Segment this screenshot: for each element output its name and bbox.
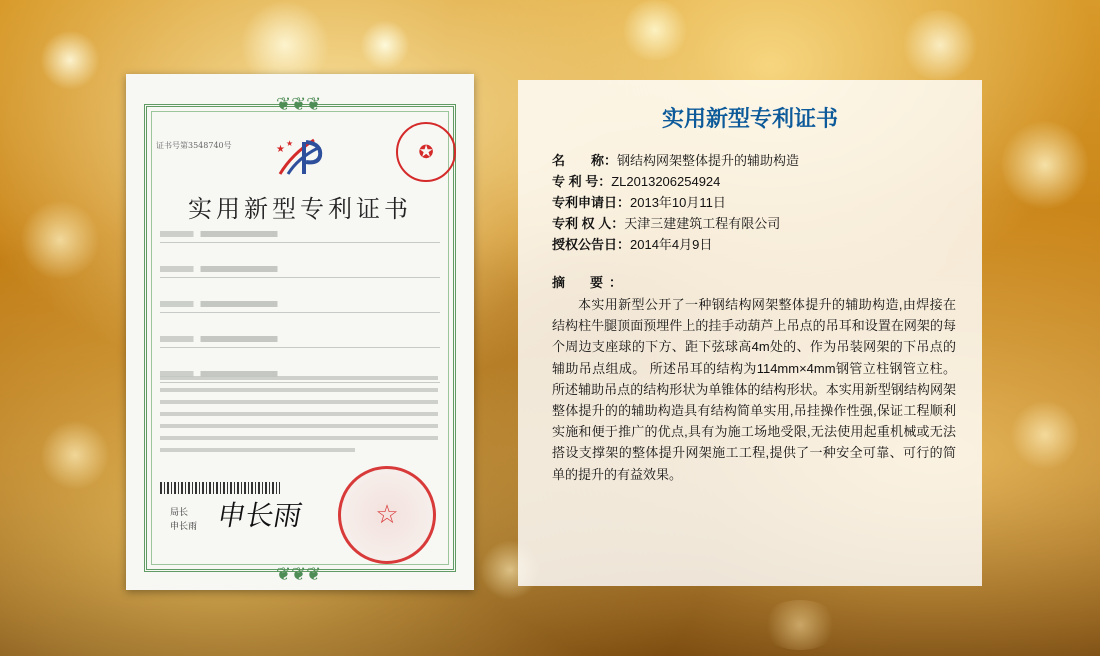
panel-title: 实用新型专利证书 bbox=[661, 106, 838, 131]
patent-office-logo-icon bbox=[274, 134, 330, 178]
info-panel bbox=[518, 80, 982, 586]
border-ornament-top-icon: ❦❦❦ bbox=[276, 94, 322, 115]
red-seal-top-icon: ✪ bbox=[396, 122, 456, 182]
certificate-title: 实用新型专利证书 bbox=[188, 195, 412, 223]
certificate-image bbox=[126, 74, 474, 590]
svg-text:★: ★ bbox=[276, 144, 285, 155]
field-name: 名 称：钢结构网架整体提升的辅助构造 bbox=[552, 153, 800, 168]
summary-text: 本实用新型公开了一种钢结构网架整体提升的辅助构造,由焊接在结构柱牛腿顶面预埋件上的挂手动葫芦上吊点的吊耳和设置在网架的每个周边支座球的下方、距下弦球高4m处的、作为吊装网架的下吊点的辅助吊点组成。 所述吊耳的结构为114mm×4mm钢管立柱钢管立柱。所述辅助吊点的结构形状为单锥体的结构形状。本实用新型钢结构网架整体提升的的辅助构造具有结构简单实用,吊挂操作性强,保证工程顺利实施和便于推广的优点,具有为施工场地受限,无法使用起重机械或无法搭设支撑架的整体提升网架施工工程,提供了一种安全可靠、可行的简单的提升的有益效果。 bbox=[552, 297, 956, 482]
certificate-body-text bbox=[160, 376, 438, 460]
border-ornament-bottom-icon: ❦❦❦ bbox=[276, 564, 322, 585]
field-patent-number: 专 利 号：ZL2013206254924 bbox=[552, 174, 721, 189]
certificate-number: 证书号第3548740号 bbox=[156, 141, 232, 150]
svg-text:★: ★ bbox=[286, 139, 294, 148]
field-application-date: 专利申请日：2013年10月11日 bbox=[552, 195, 726, 210]
director-signature: 申长雨 bbox=[214, 499, 305, 532]
patent-fields bbox=[552, 150, 962, 255]
barcode-icon bbox=[160, 482, 280, 494]
field-publication-date: 授权公告日：2014年4月9日 bbox=[552, 237, 713, 252]
certificate-footer-label: 局长 申长雨 bbox=[170, 508, 198, 532]
national-seal-icon: ☆ bbox=[338, 466, 436, 564]
field-patentee: 专利 权 人：天津三建建筑工程有限公司 bbox=[552, 216, 781, 231]
summary-label: 摘 要： bbox=[552, 275, 629, 290]
